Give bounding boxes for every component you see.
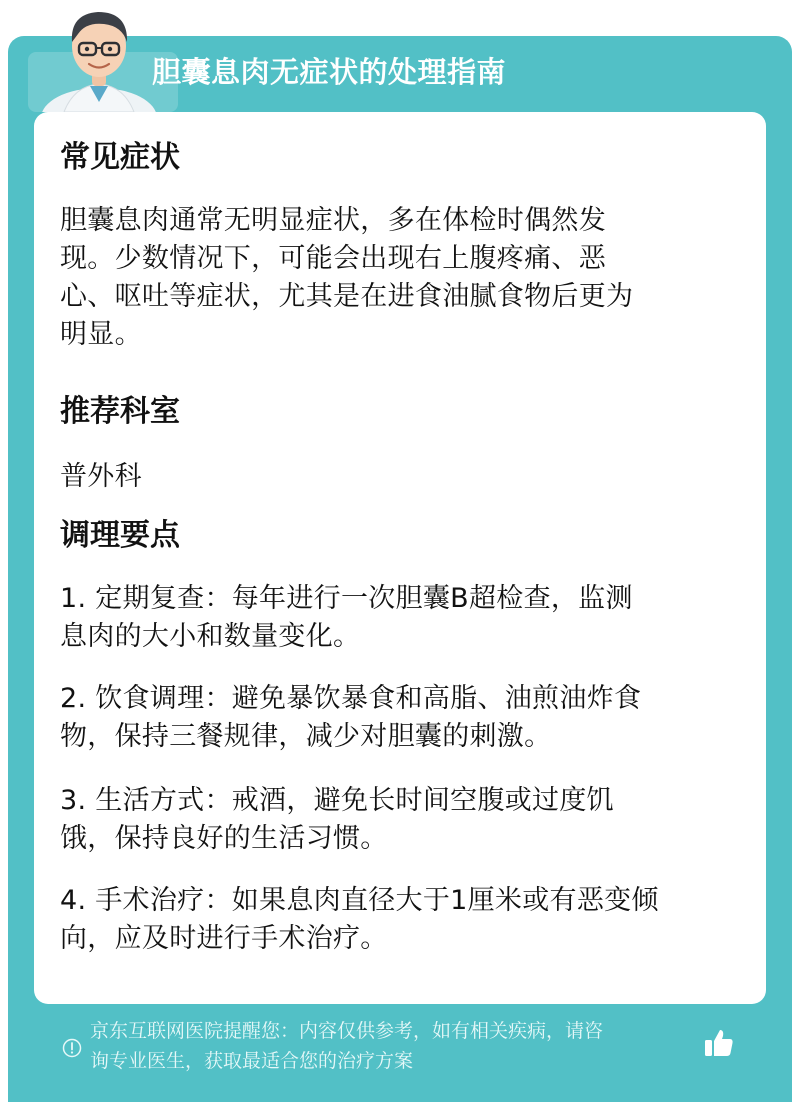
symptoms-line: 心、呕吐等症状，尤其是在进食油腻食物后更为 — [60, 281, 634, 312]
section-title-care: 调理要点 — [60, 518, 180, 553]
care-item-3 — [60, 782, 732, 858]
disclaimer-line: 京东互联网医院提醒您：内容仅供参考，如有相关疾病，请咨 — [90, 1020, 604, 1042]
doctor-avatar-icon — [34, 6, 164, 112]
content-card — [34, 112, 766, 1004]
disclaimer-text — [90, 1016, 690, 1076]
care-item-line: 4. 手术治疗：如果息肉直径大于1厘米或有恶变倾 — [60, 885, 659, 916]
symptoms-line: 胆囊息肉通常无明显症状，多在体检时偶然发 — [60, 205, 606, 236]
care-item-1 — [60, 580, 732, 656]
page-title: 胆囊息肉无症状的处理指南 — [152, 55, 507, 89]
symptoms-line: 明显。 — [60, 319, 142, 350]
care-item-line: 向，应及时进行手术治疗。 — [60, 923, 388, 954]
info-icon — [62, 1038, 82, 1058]
symptoms-text — [60, 202, 732, 354]
disclaimer-line: 询专业医生，获取最适合您的治疗方案 — [90, 1050, 414, 1072]
care-item-2 — [60, 680, 732, 756]
thumbs-up-icon[interactable] — [702, 1026, 736, 1060]
care-item-line: 2. 饮食调理：避免暴饮暴食和高脂、油煎油炸食 — [60, 683, 642, 714]
symptoms-line: 现。少数情况下，可能会出现右上腹疼痛、恶 — [60, 243, 606, 274]
care-item-4 — [60, 882, 732, 958]
section-title-department: 推荐科室 — [60, 394, 180, 429]
section-title-symptoms: 常见症状 — [60, 140, 180, 175]
care-item-line: 3. 生活方式：戒酒，避免长时间空腹或过度饥 — [60, 785, 614, 816]
care-item-line: 1. 定期复查：每年进行一次胆囊B超检查，监测 — [60, 583, 633, 614]
care-item-line: 物，保持三餐规律，减少对胆囊的刺激。 — [60, 721, 552, 752]
department-value: 普外科 — [60, 461, 142, 492]
care-item-line: 息肉的大小和数量变化。 — [60, 621, 361, 652]
care-item-line: 饿，保持良好的生活习惯。 — [60, 823, 388, 854]
